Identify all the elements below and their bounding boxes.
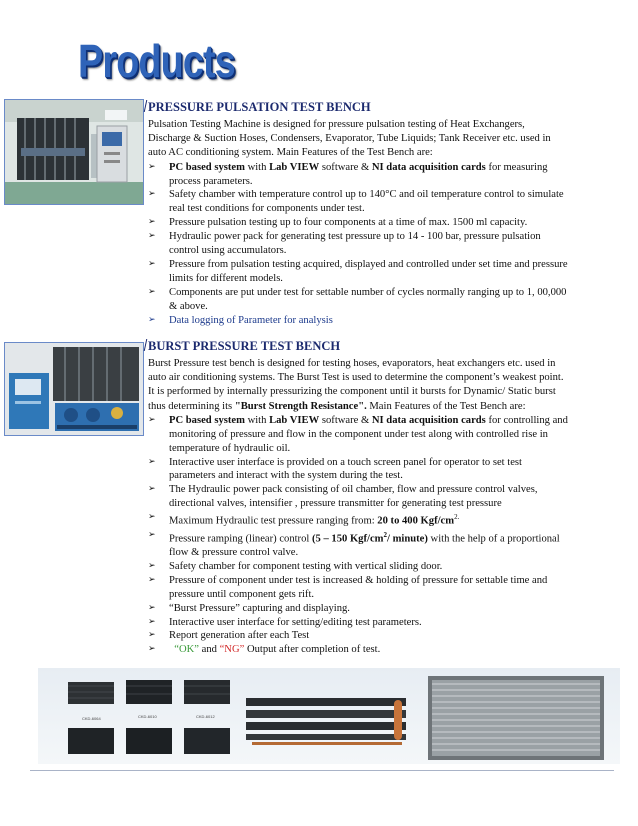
pulsation-heading: PRESSURE PULSATION TEST BENCH xyxy=(148,100,568,115)
list-item: ➢ Hydraulic power pack for generating test pressure up to 14 - 100 bar, pressure pulsation control using accumulators. xyxy=(148,230,568,258)
list-item: ➢ Pressure ramping (linear) control (5 – 150 Kgf/$cm^2/$ minute) with the help of a proportional flow & pressure control valve. xyxy=(148,529,568,560)
list-item: ➢ PC based system with Lab VIEW software & NI data acquisition cards for measuring process parameters. xyxy=(148,161,568,189)
list-item: ➢ Pressure of component under test is increased & holding of pressure for settable time and pressure until component gets rift. xyxy=(148,574,568,602)
list-item: ➢ Interactive user interface is provided on a touch screen panel for operator to set test parameters and interact with the system during the test. xyxy=(148,456,568,484)
page-title: Products xyxy=(78,35,235,87)
list-item: ➢ Report generation after each Test xyxy=(148,629,568,643)
list-item: ➢ Safety chamber for component testing with vertical sliding door. xyxy=(148,560,568,574)
pulsation-bench-illustration xyxy=(5,100,143,204)
list-item: ➢ Pressure from pulsation testing acquired, displayed and controlled under set time and pressure limits for different models. xyxy=(148,258,568,286)
list-item: ➢ Data logging of Parameter for analysis xyxy=(148,314,568,328)
tube-coil-image xyxy=(246,698,406,745)
list-item: ➢ Pressure pulsation testing up to four components at a time of max. 1500 ml capacity. xyxy=(148,216,568,230)
burst-feature-list xyxy=(148,414,568,657)
footer-rule xyxy=(30,770,614,771)
radiator-image xyxy=(428,676,604,760)
burst-intro: Burst Pressure test bench is designed for testing hoses, evaporators, heat exchangers etc. used in auto air conditioning systems. The Burst Test is used to determine the component’s weakest point. It is performed by internally pressurizing the component until it bursts for Dynamic/ Static burst thus determining its "Burst Strength Resistance". Main Features of the Test Bench are: xyxy=(148,358,564,412)
pulsation-bench-photo xyxy=(4,99,144,205)
burst-bench-illustration xyxy=(5,343,143,435)
list-item: ➢ Maximum Hydraulic test pressure ranging from: 20 to 400 Kgf/$cm^{2.}$ xyxy=(148,511,568,528)
list-item: ➢ “OK” and “NG” Output after completion of test. xyxy=(148,643,568,657)
list-item: ➢ “Burst Pressure” capturing and displaying. xyxy=(148,602,568,616)
burst-bench-photo xyxy=(4,342,144,436)
product-images xyxy=(38,668,620,764)
list-item: ➢ Safety chamber with temperature control up to 140°C and oil temperature control to simulate real test conditions for components under test. xyxy=(148,188,568,216)
product-tag: CKD-6012 xyxy=(196,714,215,719)
list-item: ➢ PC based system with Lab VIEW software & NI data acquisition cards for controlling and monitoring of pressure and flow in the component under test along with controlled rise in temperature of hydraulic oil. xyxy=(148,414,568,456)
burst-heading: BURST PRESSURE TEST BENCH xyxy=(148,339,568,354)
product-tag: CKD-6064 xyxy=(82,716,101,721)
pulsation-feature-list xyxy=(148,161,568,328)
list-item: ➢ The Hydraulic power pack consisting of oil chamber, flow and pressure control valves, directional valves, intensifier , pressure transmitter for generating test pressure xyxy=(148,483,568,511)
pulsation-intro: Pulsation Testing Machine is designed for pressure pulsation testing of Heat Exchangers, Discharge & Suction Hoses, Condensers, Evaporator, Tube Liquids; Tank Receiver etc. used in auto AC conditioning system. Main Features of the Test Bench are: xyxy=(148,119,551,159)
list-item: ➢ Interactive user interface for setting/editing test parameters. xyxy=(148,616,568,630)
pulsation-section xyxy=(148,100,568,327)
product-image-band xyxy=(38,668,620,764)
burst-section xyxy=(148,339,568,657)
product-tag: CKD-6010 xyxy=(138,714,157,719)
list-item: ➢ Components are put under test for settable number of cycles normally ranging up to 1, 00,000 & above. xyxy=(148,286,568,314)
